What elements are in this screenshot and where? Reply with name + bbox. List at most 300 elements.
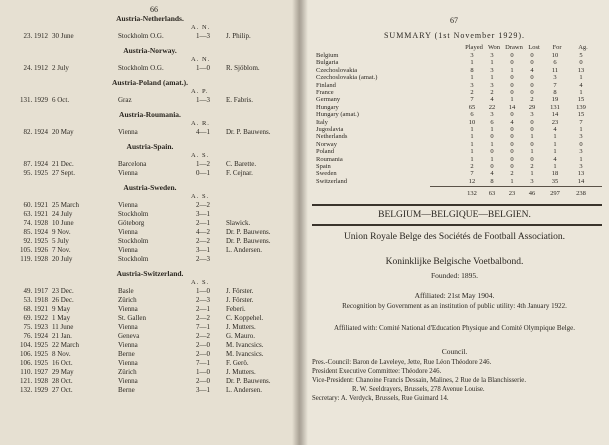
- summary-value: 3: [553, 74, 557, 82]
- vice-president: Vice-President: Chanoine Francis Dessain, Malines, 2 Rue de la Blanchisserie.: [312, 377, 527, 384]
- country-name: Italy: [316, 118, 328, 126]
- match-venue: Vienna: [118, 323, 138, 331]
- match-venue: Graz: [118, 96, 132, 104]
- match-score: 7—1: [196, 359, 210, 367]
- match-venue: Basle: [118, 287, 134, 295]
- pres-exec: President Executive Committee: Théodore 246.: [312, 368, 442, 375]
- match-venue: Stockholm O.G.: [118, 64, 164, 72]
- match-date: 23 Dec.: [52, 287, 74, 295]
- match-score: 2—0: [196, 377, 210, 385]
- summary-value: 1: [510, 96, 514, 104]
- match-score: 1—0: [196, 368, 210, 376]
- match-row: [0, 305, 300, 314]
- summary-value: 131: [550, 103, 560, 111]
- summary-value: 13: [577, 170, 585, 178]
- match-score: 2—1: [196, 219, 210, 227]
- summary-value: 0: [530, 118, 534, 126]
- association-alt-name: Koninklijke Belgische Voetbalbond.: [385, 257, 524, 267]
- summary-value: 0: [530, 89, 534, 96]
- summary-value: 7: [470, 170, 474, 178]
- match-date: 24 July: [52, 210, 73, 218]
- match-venue: Geneva: [118, 332, 140, 340]
- secretary: Secretary: A. Verdyck, Brussels, Rue Guimard 14.: [312, 395, 449, 402]
- summary-value: 0: [510, 148, 514, 156]
- match-row: [0, 160, 300, 169]
- council-title: Council.: [441, 347, 468, 356]
- summary-value: 1: [553, 163, 557, 170]
- match-score: 3—1: [196, 246, 210, 254]
- section-divider: [312, 204, 602, 206]
- match-date: 27 Sept.: [52, 169, 75, 177]
- match-number-year: 95. 1925: [23, 169, 48, 177]
- total-value: 23: [508, 190, 516, 197]
- match-number-year: 76. 1924: [23, 332, 48, 340]
- summary-value: 4: [579, 81, 583, 89]
- match-row: [0, 237, 300, 246]
- summary-value: 35: [551, 177, 559, 185]
- summary-value: 6: [553, 59, 557, 67]
- summary-value: 3: [490, 66, 494, 74]
- summary-value: 2: [470, 163, 474, 170]
- summary-value: 0: [579, 59, 583, 67]
- country-name: Spain: [316, 163, 331, 170]
- score-labels: A. R.: [191, 120, 210, 127]
- summary-value: 0: [579, 140, 583, 148]
- match-number-year: 53. 1918: [23, 296, 48, 304]
- match-number-year: 74. 1928: [23, 219, 48, 227]
- totals-row: [300, 190, 609, 198]
- summary-value: 3: [490, 52, 494, 59]
- match-score: 3—1: [196, 386, 210, 394]
- country-name: Netherlands: [316, 133, 348, 141]
- summary-value: 1: [579, 155, 583, 163]
- match-number-year: 106. 1925: [20, 350, 48, 358]
- match-referee: C. Barette.: [226, 160, 257, 168]
- match-referee: J. Philip.: [226, 32, 251, 40]
- match-date: 5 July: [52, 237, 69, 245]
- summary-value: 2: [530, 96, 534, 104]
- match-row: [0, 201, 300, 210]
- match-venue: Vienna: [118, 246, 138, 254]
- summary-value: 0: [530, 155, 534, 163]
- match-venue: Barcelona: [118, 160, 147, 168]
- match-venue: Berne: [118, 386, 135, 394]
- match-date: 9 Nov.: [52, 228, 71, 236]
- match-row: [0, 386, 300, 395]
- summary-value: 3: [530, 177, 534, 185]
- match-number-year: 82. 1924: [23, 128, 48, 136]
- summary-value: 1: [470, 148, 474, 156]
- match-score: 1—0: [196, 287, 210, 295]
- summary-value: 1: [490, 140, 494, 148]
- summary-value: 1: [553, 140, 557, 148]
- match-number-year: 132. 1929: [20, 386, 48, 394]
- summary-value: 3: [579, 163, 583, 170]
- match-row: [0, 255, 300, 264]
- score-labels: A. N.: [191, 56, 211, 63]
- match-row: [0, 296, 300, 305]
- match-venue: Stockholm: [118, 210, 149, 218]
- pres-council: Pres.-Council: Baron de Laveleye, Jette, Rue Léon Théodore 246.: [312, 359, 492, 366]
- match-row: [0, 314, 300, 323]
- summary-value: 1: [553, 148, 557, 156]
- section-heading: Austria-Poland (amat.).: [111, 78, 189, 87]
- match-date: 7 Nov.: [52, 246, 71, 254]
- match-date: 6 Oct.: [52, 96, 70, 104]
- summary-value: 2: [490, 89, 494, 96]
- match-score: 2—0: [196, 350, 210, 358]
- match-date: 20 July: [52, 255, 73, 263]
- match-date: 30 June: [52, 32, 74, 40]
- summary-value: 8: [470, 66, 474, 74]
- page-number: 67: [450, 16, 458, 25]
- summary-value: 0: [510, 126, 514, 133]
- match-venue: Vienna: [118, 128, 138, 136]
- match-row: [0, 341, 300, 350]
- country-name: Hungary: [316, 103, 339, 111]
- match-number-year: 24. 1912: [23, 64, 48, 72]
- match-referee: J. Förster.: [226, 287, 254, 295]
- country-name: Sweden: [316, 170, 337, 178]
- summary-value: 14: [577, 177, 585, 185]
- summary-value: 0: [510, 52, 514, 59]
- summary-value: 1: [510, 177, 514, 185]
- match-number-year: 121. 1928: [20, 377, 48, 385]
- match-number-year: 75. 1923: [23, 323, 48, 331]
- summary-value: 1: [490, 155, 494, 163]
- summary-value: 139: [576, 103, 586, 111]
- match-number-year: 69. 1922: [23, 314, 48, 322]
- summary-value: 23: [551, 118, 559, 126]
- match-number-year: 87. 1924: [23, 160, 48, 168]
- match-referee: Dr. P. Bauwens.: [226, 237, 271, 245]
- summary-value: 0: [510, 74, 514, 82]
- match-venue: Berne: [118, 350, 135, 358]
- summary-value: 65: [468, 103, 476, 111]
- total-value: 63: [488, 190, 496, 197]
- summary-value: 1: [470, 133, 474, 141]
- summary-value: 1: [470, 126, 474, 133]
- match-row: [0, 169, 300, 178]
- match-row: [0, 368, 300, 377]
- match-number-year: 23. 1912: [23, 32, 48, 40]
- match-referee: G. Mauro.: [226, 332, 255, 340]
- match-score: 2—1: [196, 305, 210, 313]
- match-venue: Vienna: [118, 305, 138, 313]
- country-name: Bulgaria: [316, 59, 339, 67]
- match-referee: L. Andersen.: [226, 386, 262, 394]
- match-row: [0, 377, 300, 386]
- match-number-year: 60. 1921: [23, 201, 48, 209]
- total-value: 297: [550, 190, 560, 197]
- recognition: Recognition by Government as an institution of public utility: 4th January 1922.: [342, 302, 567, 310]
- affiliated: Affiliated: 21st May 1904.: [414, 291, 495, 300]
- section-heading: Austria-Roumania.: [119, 110, 181, 119]
- match-score: 1—2: [196, 160, 210, 168]
- match-score: 2—2: [196, 314, 210, 322]
- summary-value: 7: [553, 81, 557, 89]
- match-row: [0, 287, 300, 296]
- match-referee: M. Ivancsics.: [226, 341, 264, 349]
- match-referee: Dr. P. Bauwens.: [226, 128, 271, 136]
- match-venue: Stockholm: [118, 237, 149, 245]
- match-date: 1 May: [52, 314, 71, 322]
- summary-title: SUMMARY (1st November 1929).: [383, 31, 526, 40]
- summary-value: 2: [530, 163, 534, 170]
- summary-value: 1: [530, 148, 534, 156]
- summary-value: 4: [553, 126, 557, 133]
- summary-value: 4: [530, 66, 534, 74]
- match-score: 1—3: [196, 96, 210, 104]
- match-score: 2—2: [196, 201, 210, 209]
- summary-value: 14: [551, 111, 559, 119]
- summary-value: 1: [490, 74, 494, 82]
- total-rule: [430, 186, 602, 187]
- right-page: [300, 0, 609, 445]
- match-number-year: 104. 1925: [20, 341, 48, 349]
- summary-value: 4: [490, 170, 494, 178]
- match-score: 0—1: [196, 169, 210, 177]
- summary-value: 12: [468, 177, 476, 185]
- match-referee: L. Andersen.: [226, 246, 262, 254]
- summary-value: 0: [490, 163, 494, 170]
- summary-value: 0: [510, 89, 514, 96]
- match-number-year: 105. 1926: [20, 246, 48, 254]
- summary-value: 0: [510, 59, 514, 67]
- match-venue: Vienna: [118, 359, 138, 367]
- summary-value: 0: [510, 155, 514, 163]
- summary-value: 0: [530, 81, 534, 89]
- match-referee: Slawick.: [226, 219, 251, 227]
- match-referee: M. Ivancsics.: [226, 350, 264, 358]
- match-referee: J. Förster.: [226, 296, 254, 304]
- summary-value: 0: [490, 133, 494, 141]
- summary-value: 1: [530, 133, 534, 141]
- match-row: [0, 128, 300, 137]
- match-referee: J. Mutters.: [226, 368, 256, 376]
- section-divider: [312, 224, 602, 226]
- summary-value: 1: [490, 59, 494, 67]
- summary-value: 1: [530, 170, 534, 178]
- summary-value: 0: [530, 52, 534, 59]
- match-score: 3—1: [196, 210, 210, 218]
- summary-value: 1: [510, 66, 514, 74]
- page-number: 66: [150, 5, 158, 14]
- score-labels: A. S.: [191, 152, 210, 159]
- match-number-year: 63. 1921: [23, 210, 48, 218]
- summary-value: 2: [470, 89, 474, 96]
- match-score: 1—3: [196, 32, 210, 40]
- country-name: Switzerland: [316, 177, 348, 185]
- summary-value: 1: [470, 155, 474, 163]
- summary-value: 8: [490, 177, 494, 185]
- summary-value: 1: [553, 133, 557, 141]
- section-heading: Austria-Norway.: [123, 46, 177, 55]
- summary-value: 1: [470, 59, 474, 67]
- council-list: [312, 358, 604, 403]
- match-venue: Stockholm O.G.: [118, 32, 164, 40]
- summary-value: 0: [530, 126, 534, 133]
- summary-value: 1: [490, 126, 494, 133]
- summary-value: 11: [551, 66, 559, 74]
- summary-value: 5: [579, 52, 583, 59]
- summary-value: 3: [490, 111, 494, 119]
- match-score: 2—2: [196, 237, 210, 245]
- section-heading: Austria-Netherlands.: [116, 14, 184, 23]
- summary-value: 4: [553, 155, 557, 163]
- summary-value: 15: [577, 111, 585, 119]
- match-date: 29 May: [52, 368, 74, 376]
- match-score: 7—1: [196, 323, 210, 331]
- match-venue: Vienna: [118, 169, 138, 177]
- section-heading: Austria-Spain.: [126, 142, 174, 151]
- score-labels: A. N.: [191, 24, 211, 31]
- summary-value: 3: [530, 111, 534, 119]
- match-venue: Vienna: [118, 201, 138, 209]
- match-date: 16 Oct.: [52, 359, 73, 367]
- match-referee: F. Cejnar.: [226, 169, 253, 177]
- country-name: Jugoslavia: [316, 126, 344, 133]
- total-value: 46: [528, 190, 536, 197]
- score-labels: A. P.: [191, 88, 209, 95]
- summary-value: 13: [577, 66, 585, 74]
- match-number-year: 110. 1927: [20, 368, 48, 376]
- summary-value: 1: [579, 74, 583, 82]
- match-referee: J. Mutters.: [226, 323, 256, 331]
- match-row: [0, 359, 300, 368]
- match-date: 2 July: [52, 64, 69, 72]
- country-name: Finland: [316, 81, 336, 89]
- summary-value: 1: [579, 126, 583, 133]
- summary-value: 22: [488, 103, 496, 111]
- column-header: Ag.: [578, 44, 588, 51]
- match-number-year: 85. 1924: [23, 228, 48, 236]
- summary-value: 4: [510, 118, 514, 126]
- match-date: 8 Nov.: [52, 350, 71, 358]
- country-name: Czechoslovakia: [316, 66, 358, 74]
- country-name: France: [316, 89, 334, 96]
- summary-value: 1: [470, 140, 474, 148]
- summary-value: 3: [579, 148, 583, 156]
- total-value: 132: [467, 190, 477, 197]
- section-heading: Austria-Switzerland.: [116, 269, 184, 278]
- match-date: 9 May: [52, 305, 71, 313]
- country-name: Germany: [316, 96, 341, 104]
- match-score: 2—3: [196, 255, 210, 263]
- match-number-year: 92. 1925: [23, 237, 48, 245]
- column-header: Drawn: [505, 44, 523, 51]
- vice-president-2: R. W. Seeldrayers, Brussels, 278 Avenue Louise.: [352, 386, 485, 393]
- match-row: [0, 332, 300, 341]
- match-date: 11 June: [52, 323, 74, 331]
- match-date: 27 Oct.: [52, 386, 73, 394]
- match-score: 4—1: [196, 128, 210, 136]
- summary-value: 10: [551, 52, 559, 59]
- column-header: Played: [465, 44, 483, 51]
- column-header: For: [552, 44, 562, 51]
- summary-value: 3: [470, 81, 474, 89]
- match-row: [0, 210, 300, 219]
- match-number-year: 106. 1925: [20, 359, 48, 367]
- match-date: 20 May: [52, 128, 74, 136]
- match-venue: St. Gallen: [118, 314, 146, 322]
- country-name: Poland: [316, 148, 335, 156]
- summary-value: 4: [490, 96, 494, 104]
- summary-row: [300, 178, 609, 186]
- summary-value: 6: [470, 111, 474, 119]
- match-row: [0, 228, 300, 237]
- summary-value: 0: [510, 111, 514, 119]
- summary-value: 3: [579, 133, 583, 141]
- country-heading: BELGIUM—BELGIQUE—BELGIEN.: [378, 210, 531, 220]
- match-referee: F. Gerö.: [226, 359, 249, 367]
- match-row: [0, 323, 300, 332]
- summary-value: 0: [530, 59, 534, 67]
- founded: Founded: 1895.: [430, 271, 479, 280]
- section-heading: Austria-Sweden.: [123, 183, 177, 192]
- match-referee: Feberi.: [226, 305, 246, 313]
- affiliated-with: Affiliated with: Comité National d'Education Physique and Comité Olympique Belge.: [333, 324, 576, 332]
- country-name: Norway: [316, 140, 337, 148]
- match-row: [0, 246, 300, 255]
- summary-value: 1: [579, 89, 583, 96]
- match-referee: Dr. P. Bauwens.: [226, 228, 271, 236]
- country-name: Belgium: [316, 52, 339, 59]
- summary-value: 0: [490, 148, 494, 156]
- match-date: 28 Oct.: [52, 377, 73, 385]
- match-date: 26 Dec.: [52, 296, 74, 304]
- match-venue: Zürich: [118, 368, 137, 376]
- match-venue: Göteborg: [118, 219, 145, 227]
- summary-value: 10: [468, 118, 476, 126]
- association-name: Union Royale Belge des Sociétés de Football Association.: [343, 232, 566, 242]
- summary-value: 29: [528, 103, 536, 111]
- match-venue: Vienna: [118, 377, 138, 385]
- summary-value: 8: [553, 89, 557, 96]
- match-score: 2—3: [196, 296, 210, 304]
- summary-value: 3: [470, 52, 474, 59]
- left-page: [0, 0, 300, 445]
- match-score: 4—2: [196, 228, 210, 236]
- book-gutter: [292, 0, 308, 445]
- match-row: [0, 32, 300, 41]
- match-row: [0, 96, 300, 105]
- summary-value: 6: [490, 118, 494, 126]
- match-referee: R. Sjöblom.: [226, 64, 260, 72]
- match-score: 2—0: [196, 341, 210, 349]
- match-date: 22 March: [52, 341, 80, 349]
- match-number-year: 119. 1928: [20, 255, 48, 263]
- match-date: 25 March: [52, 201, 80, 209]
- total-value: 238: [576, 190, 586, 197]
- match-venue: Vienna: [118, 228, 138, 236]
- match-venue: Zürich: [118, 296, 137, 304]
- country-name: Roumania: [316, 155, 343, 163]
- match-venue: Stockholm: [118, 255, 149, 263]
- match-number-year: 131. 1929: [20, 96, 48, 104]
- summary-value: 18: [551, 170, 559, 178]
- summary-value: 0: [510, 163, 514, 170]
- match-date: 21 Dec.: [52, 160, 74, 168]
- match-score: 1—0: [196, 64, 210, 72]
- match-row: [0, 219, 300, 228]
- column-header: Lost: [528, 44, 540, 51]
- summary-value: 7: [579, 118, 583, 126]
- match-date: 21 Jan.: [52, 332, 72, 340]
- summary-value: 0: [510, 81, 514, 89]
- summary-value: 0: [530, 74, 534, 82]
- match-row: [0, 64, 300, 73]
